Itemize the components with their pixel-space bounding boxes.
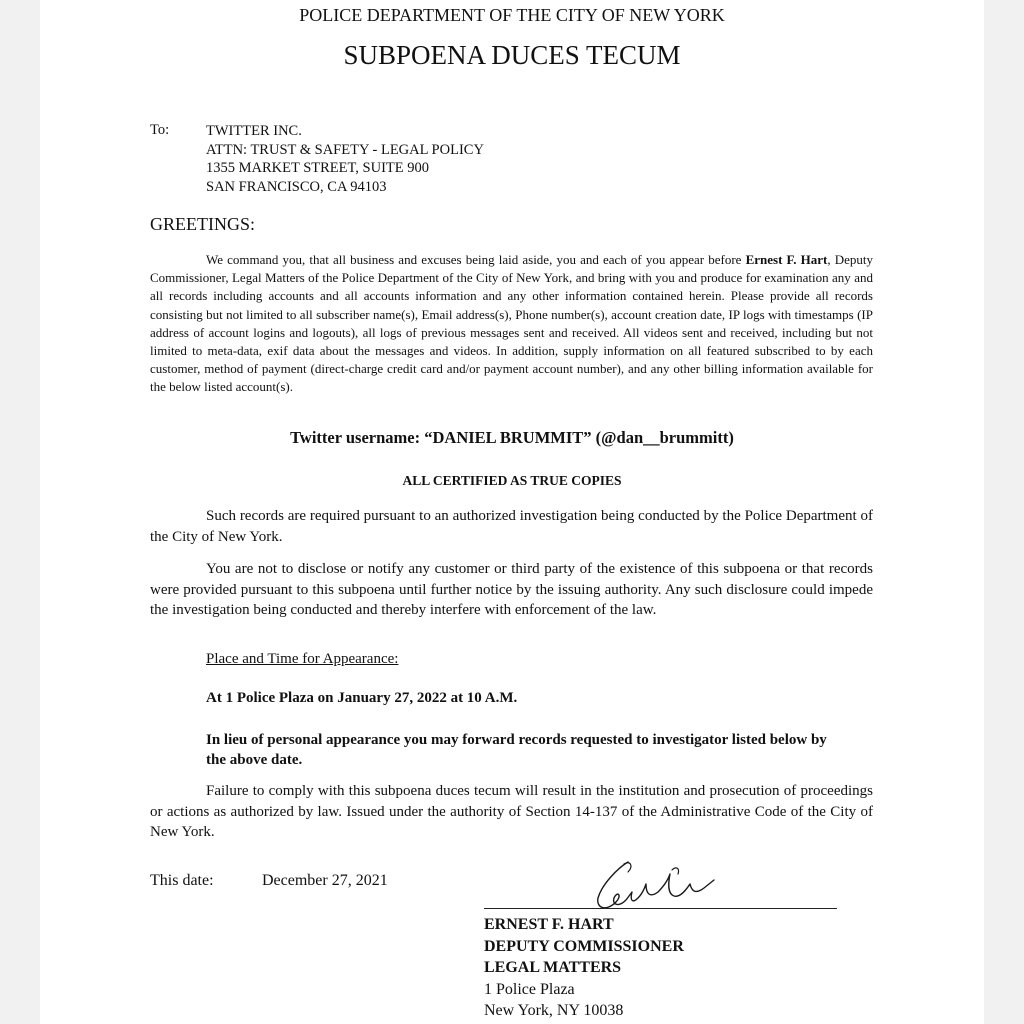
nondisclosure-paragraph: You are not to disclose or notify any customer or third party of the existence of this subpoena or that records were provided pursuant to this subpoena until further notice by the issuing authority. Any such disclosure could impede the investigation being conducted and thereby interfere with enforcement of the law. [150, 561, 873, 618]
signatory-division: LEGAL MATTERS [484, 959, 622, 976]
certified-heading: ALL CERTIFIED AS TRUE COPIES [402, 473, 622, 488]
date-label: This date: [150, 872, 214, 889]
twitter-username-line: Twitter username: “DANIEL BRUMMIT” (@dan__brummitt) [290, 428, 734, 447]
failure-paragraph: Failure to comply with this subpoena duces tecum will result in the institution and prosecution of proceedings or actions as authorized by law. Issued under the authority of Section 14-137 of the Administrative Code of the City of New York. [150, 783, 873, 840]
command-paragraph [150, 251, 873, 397]
signatory-block [484, 914, 684, 1022]
recipient-line: ATTN: TRUST & SAFETY - LEGAL POLICY [206, 141, 484, 158]
document-title: SUBPOENA DUCES TECUM [343, 40, 681, 70]
to-label: To: [150, 122, 170, 138]
recipient-line: SAN FRANCISCO, CA 94103 [206, 178, 387, 195]
command-intro: We command you, that all business and excuses being laid aside, you and each of you appear before [206, 252, 746, 267]
document-page [40, 0, 984, 1024]
required-paragraph: Such records are required pursuant to an authorized investigation being conducted by the Police Department of the City of New York. [150, 508, 873, 545]
signature-line [484, 908, 837, 909]
appearance-heading: Place and Time for Appearance: [206, 651, 399, 667]
signatory-title: DEPUTY COMMISSIONER [484, 937, 684, 955]
recipient-line: 1355 MARKET STREET, SUITE 900 [206, 160, 430, 176]
signatory-name: ERNEST F. HART [484, 916, 614, 933]
in-lieu-paragraph: In lieu of personal appearance you may forward records requested to investigator listed below by the above date. [206, 732, 827, 768]
department-heading: POLICE DEPARTMENT OF THE CITY OF NEW YORK [299, 5, 725, 25]
signature-image [588, 854, 728, 916]
recipient-address [206, 122, 484, 196]
command-rest: , Deputy Commissioner, Legal Matters of the Police Department of the City of New York, and bring with you and produce for examination any and all records including accounts and all accounts information and any other information contained herein. Please provide all records consisting but not limited to all subscriber name(s), Email address(s), Phone number(s), account creation date, IP logs with timestamps (IP address of account logins and logouts), all logs of previous messages sent and received. All videos sent and received, including but not limited to meta-data, exif data about the messages and videos. In addition, supply information on all featured subscribed to by each customer, method of payment (direct-charge credit card and/or payment account number), and any other billing information available for the below listed account(s). [150, 252, 874, 395]
date-value: December 27, 2021 [262, 872, 388, 889]
signatory-address-line2: New York, NY 10038 [484, 1002, 624, 1019]
commissioner-name: Ernest F. Hart [745, 252, 828, 267]
greeting: GREETINGS: [150, 214, 255, 234]
signatory-address-line1: 1 Police Plaza [484, 980, 575, 998]
recipient-line: TWITTER INC. [206, 123, 302, 139]
appearance-when: At 1 Police Plaza on January 27, 2022 at 10 A.M. [206, 690, 518, 706]
